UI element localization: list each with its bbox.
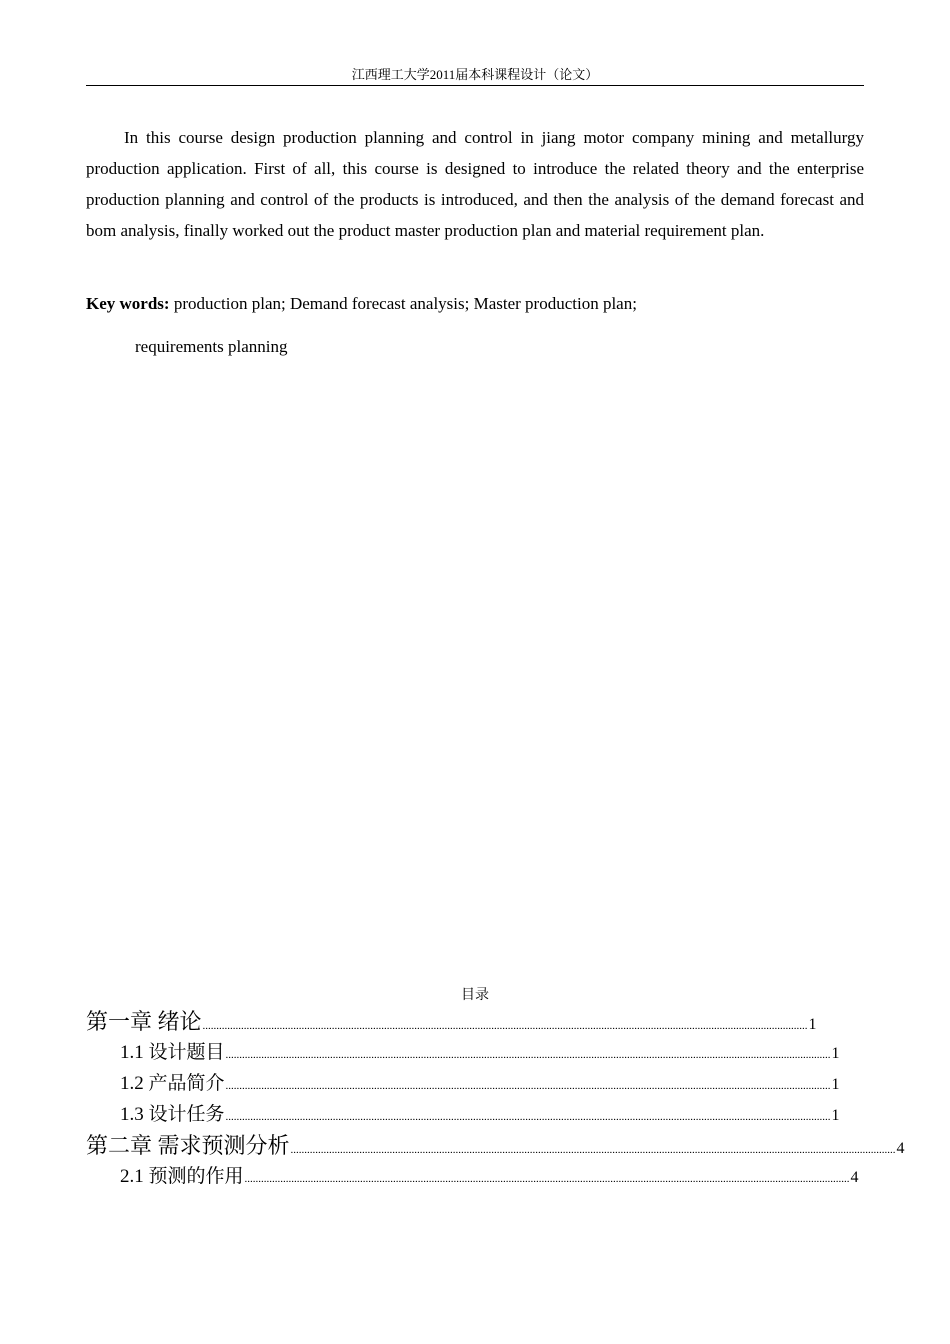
toc-entry-section-2-1[interactable] [120,1163,859,1193]
toc-entry-label: 1.3 设计任务 [120,1104,225,1125]
toc-leader-dots: ............................................................................................................................................................................................................................ [225,1080,831,1092]
toc-leader-dots: ............................................................................................................................................................................................................................ [244,1173,850,1185]
keywords-label: Key words: [86,294,170,313]
keywords-line [86,290,864,318]
toc-page-number: 4 [896,1140,905,1157]
toc-page-number: 1 [808,1016,817,1033]
toc-page-number: 1 [831,1045,840,1062]
abstract-paragraph: In this course design production planning and control in jiang motor company mining and metallurgy production application. First of all, this course is designed to introduce the related theory and the enterprise production planning and control of the products is introduced, and then the analysis of the demand forecast and bom analysis, finally worked out the product master production plan and material requirement plan. [86,128,864,240]
toc-leader-dots: ............................................................................................................................................................................................................................ [202,1020,808,1032]
toc-leader-dots: ............................................................................................................................................................................................................................ [290,1144,896,1156]
toc-entry-label: 1.1 设计题目 [120,1042,225,1063]
header-rule [86,85,864,86]
toc-page-number: 1 [831,1076,840,1093]
toc-entry-section-1-2[interactable] [120,1070,840,1100]
toc-leader-dots: ............................................................................................................................................................................................................................ [225,1111,831,1123]
toc-page-number: 1 [831,1107,840,1124]
toc-entry-section-1-3[interactable] [120,1101,840,1131]
toc-title: 目录 [461,988,489,1003]
toc-entry-label: 2.1 预测的作用 [120,1166,244,1187]
toc-entry-chapter-2[interactable] [86,1132,905,1164]
toc-page-number: 4 [850,1169,859,1186]
toc-entry-label: 1.2 产品简介 [120,1073,225,1094]
keywords-continuation: requirements planning [135,337,288,356]
keywords-text: production plan; Demand forecast analysis; Master production plan; [169,294,637,313]
toc-entry-chapter-1[interactable] [86,1008,817,1040]
toc-entry-label: 第二章 需求预测分析 [86,1133,290,1158]
toc-entry-section-1-1[interactable] [120,1039,840,1069]
page-header: 江西理工大学2011届本科课程设计（论文） [351,67,599,82]
toc-entry-label: 第一章 绪论 [86,1009,202,1034]
toc-leader-dots: ............................................................................................................................................................................................................................ [225,1049,831,1061]
